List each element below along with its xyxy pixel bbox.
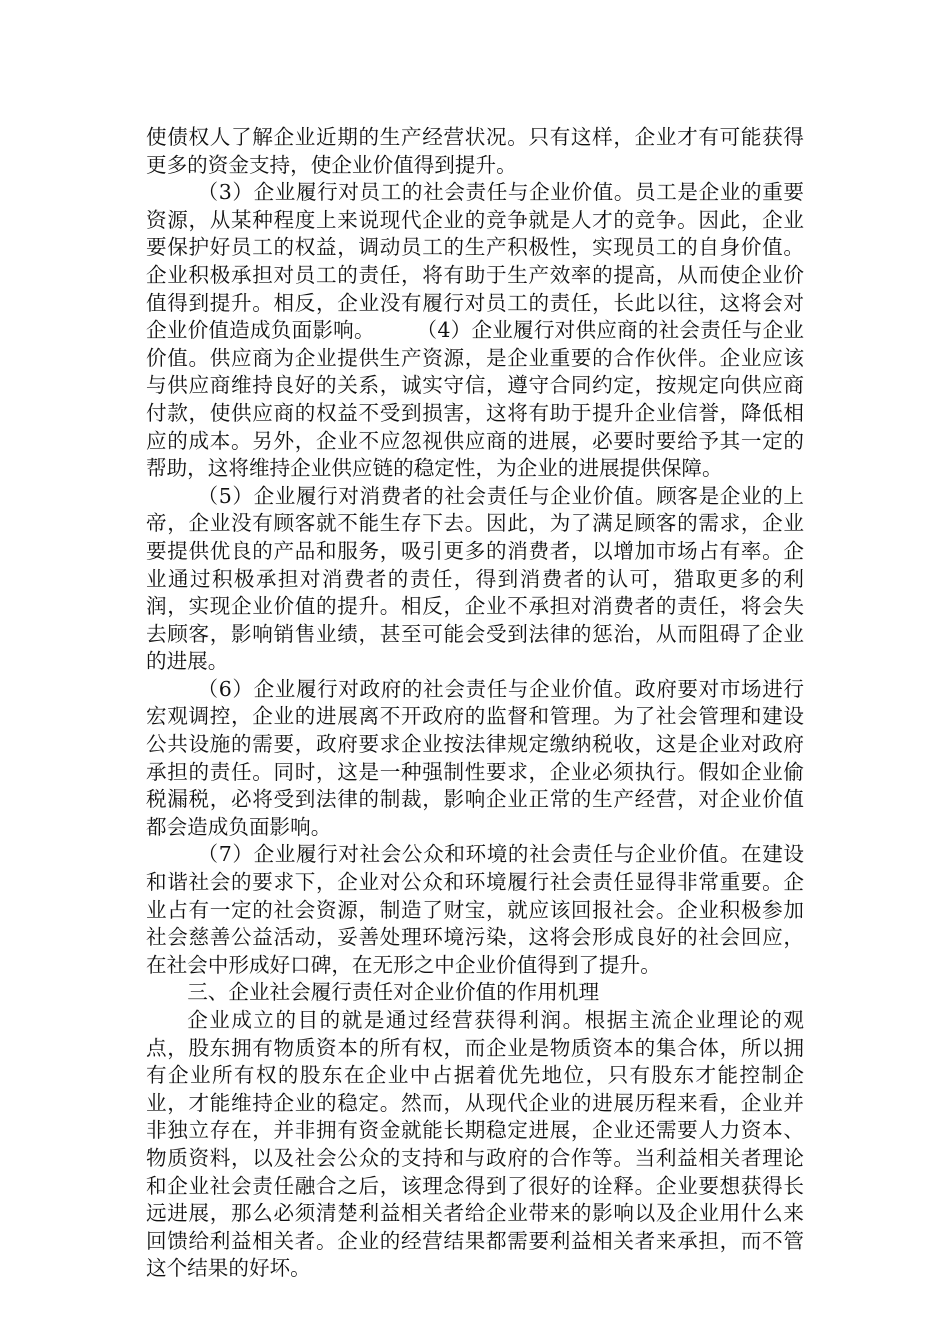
paragraph-mechanism: 企业成立的目的就是通过经营获得利润。根据主流企业理论的观点，股东拥有物质资本的所有权，而企业是物质资本的集合体，所以拥有企业所有权的股东在企业中占据着优先地位，只有股东才能控制企业，才能维持企业的稳定。然而，从现代企业的进展历程来看，企业并非独立存在，并非拥有资金就能长期稳定进展，企业还需要人力资本、物质资料，以及社会公众的支持和与政府的合作等。当利益相关者理论和企业社会责任融合之后，该理念得到了很好的诠释。企业要想获得长远进展，那么必须清楚利益相关者给企业带来的影响以及企业用什么来回馈给利益相关者。企业的经营结果都需要利益相关者来承担，而不管这个结果的好坏。 (146, 1008, 804, 1281)
paragraph-government: （6）企业履行对政府的社会责任与企业价值。政府要对市场进行宏观调控，企业的进展离不开政府的监督和管理。为了社会管理和建设公共设施的需要，政府要求企业按法律规定缴纳税收，这是企业对政府承担的责任。同时，这是一种强制性要求，企业必须执行。假如企业偷税漏税，必将受到法律的制裁，影响企业正常的生产经营，对企业价值都会造成负面影响。 (146, 676, 804, 839)
paragraph-public-environment: （7）企业履行对社会公众和环境的社会责任与企业价值。在建设和谐社会的要求下，企业对公众和环境履行社会责任显得非常重要。企业占有一定的社会资源，制造了财宝，就应该回报社会。企业积极参加社会慈善公益活动，妥善处理环境污染，这将会形成良好的社会回应，在社会中形成好口碑，在无形之中企业价值得到了提升。 (146, 842, 804, 977)
paragraph-employees-suppliers: （3）企业履行对员工的社会责任与企业价值。员工是企业的重要资源，从某种程度上来说现代企业的竞争就是人才的竞争。因此，企业要保护好员工的权益，调动员工的生产积极性，实现员工的自身价值。企业积极承担对员工的责任，将有助于生产效率的提高，从而使企业价值得到提升。相反，企业没有履行对员工的责任，长此以往，这将会对企业价值造成负面影响。 （4）企业履行对供应商的社会责任与企业价值。供应商为企业提供生产资源，是企业重要的合作伙伴。企业应该与供应商维持良好的关系，诚实守信，遵守合同约定，按规定向供应商付款，使供应商的权益不受到损害，这将有助于提升企业信誉，降低相应的成本。另外，企业不应忽视供应商的进展，必要时要给予其一定的帮助，这将维持企业供应链的稳定性，为企业的进展提供保障。 (146, 180, 804, 481)
paragraph-creditor-continuation: 使债权人了解企业近期的生产经营状况。只有这样，企业才有可能获得更多的资金支持，使企业价值得到提升。 (146, 125, 804, 177)
document-body (146, 124, 804, 1283)
paragraph-consumers: （5）企业履行对消费者的社会责任与企业价值。顾客是企业的上帝，企业没有顾客就不能生存下去。因此，为了满足顾客的需求，企业要提供优良的产品和服务，吸引更多的消费者，以增加市场占有率。企业通过积极承担对消费者的责任，得到消费者的认可，猎取更多的利润，实现企业价值的提升。相反，企业不承担对消费者的责任，将会失去顾客，影响销售业绩，甚至可能会受到法律的惩治，从而阻碍了企业的进展。 (146, 483, 804, 674)
section-heading: 三、企业社会履行责任对企业价值的作用机理 (187, 980, 600, 1005)
